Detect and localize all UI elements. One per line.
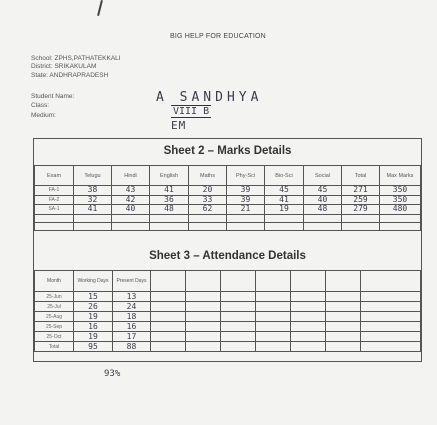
marks-cell: 40	[112, 205, 150, 215]
attendance-row	[35, 302, 421, 312]
marks-cell: 42	[112, 195, 150, 205]
marks-header: English	[150, 166, 189, 186]
marks-cell: 271	[342, 186, 380, 196]
page-title: BIG HELP FOR EDUCATION	[170, 33, 266, 40]
marks-header: Max Marks	[380, 166, 421, 186]
report-sheet	[33, 138, 422, 362]
medium-value: EM	[171, 119, 187, 132]
attendance-cell: 17	[113, 332, 151, 342]
marks-row	[35, 205, 421, 215]
medium-label: Medium:	[31, 112, 56, 119]
state-line: State: ANDHRAPRADESH	[31, 72, 109, 79]
attendance-cell: 19	[74, 332, 113, 342]
class-label: Class:	[31, 102, 50, 109]
attendance-cell: 18	[113, 312, 151, 322]
attendance-row	[35, 332, 421, 342]
marks-cell: 32	[74, 195, 112, 205]
district-line: District: SRIKAKULAM	[31, 63, 97, 70]
marks-cell: 39	[227, 195, 265, 205]
marks-cell: 43	[112, 186, 150, 196]
marks-cell: FA-2	[35, 195, 74, 205]
attendance-cell: 13	[113, 292, 151, 302]
marks-cell: 259	[342, 195, 380, 205]
attendance-header-row	[35, 271, 421, 292]
marks-header: Hindi	[112, 166, 150, 186]
class-value	[171, 106, 211, 117]
marks-cell: 38	[74, 186, 112, 196]
attendance-table	[34, 270, 421, 352]
attendance-cell: 24	[113, 302, 151, 312]
marks-cell: 21	[227, 205, 265, 215]
attendance-header: Working Days	[74, 271, 113, 292]
attendance-cell: 19	[74, 312, 113, 322]
marks-row	[35, 186, 421, 196]
marks-cell: 39	[227, 186, 265, 196]
marks-header: Social	[304, 166, 342, 186]
marks-cell: 45	[304, 186, 342, 196]
marks-section-title: Sheet 2 – Marks Details	[163, 145, 292, 157]
marks-cell: 62	[189, 205, 227, 215]
attendance-row	[35, 312, 421, 322]
attendance-header: Month	[35, 271, 74, 292]
marks-blank-row	[35, 214, 421, 222]
marks-blank-row	[35, 222, 421, 230]
student-name-value: A SANDHYA	[156, 90, 263, 105]
marks-header: Exam	[35, 166, 74, 186]
marks-cell: 33	[189, 195, 227, 205]
marks-header: Maths	[189, 166, 227, 186]
attendance-cell: 25-Sep	[35, 322, 74, 332]
marks-header: Phy-Sci	[227, 166, 265, 186]
marks-cell: 41	[265, 195, 304, 205]
attendance-cell: 88	[113, 342, 151, 352]
class-value-text: VIII B	[173, 106, 210, 117]
attendance-cell: 95	[74, 342, 113, 352]
marks-cell: 19	[265, 205, 304, 215]
marks-cell: 41	[74, 205, 112, 215]
marks-header-row	[35, 166, 421, 186]
marks-cell: 45	[265, 186, 304, 196]
marks-cell: 20	[189, 186, 227, 196]
attendance-cell: 16	[113, 322, 151, 332]
attendance-total-row	[35, 342, 421, 352]
marks-row	[35, 195, 421, 205]
marks-cell: SA-1	[35, 205, 74, 215]
marks-cell: 48	[150, 205, 189, 215]
marks-cell: 279	[342, 205, 380, 215]
school-line: School: ZPHS,PATHATEKKALI	[31, 55, 121, 62]
marks-cell: 350	[380, 186, 421, 196]
attendance-cell: 25-Jul	[35, 302, 74, 312]
marks-header: Telugu	[74, 166, 112, 186]
attendance-header: Present Days	[113, 271, 151, 292]
marks-cell: 40	[304, 195, 342, 205]
marks-cell: 41	[150, 186, 189, 196]
attendance-cell: Total	[35, 342, 74, 352]
marks-cell: 36	[150, 195, 189, 205]
pen-mark	[97, 0, 103, 16]
attendance-cell: 25-Aug	[35, 312, 74, 322]
marks-table	[34, 165, 421, 231]
attendance-row	[35, 322, 421, 332]
student-name-label: Student Name:	[31, 93, 75, 100]
attendance-cell: 25-Jun	[35, 292, 74, 302]
attendance-cell: 15	[74, 292, 113, 302]
attendance-cell: 16	[74, 322, 113, 332]
marks-cell: 480	[380, 205, 421, 215]
marks-header: Bio-Sci	[265, 166, 304, 186]
marks-cell: 48	[304, 205, 342, 215]
marks-cell: FA-1	[35, 186, 74, 196]
marks-cell: 350	[380, 195, 421, 205]
attendance-row	[35, 292, 421, 302]
attendance-percentage: 93%	[104, 369, 121, 379]
attendance-section-title: Sheet 3 – Attendance Details	[149, 250, 306, 262]
marks-header: Total	[342, 166, 380, 186]
attendance-cell: 25-Oct	[35, 332, 74, 342]
attendance-cell: 26	[74, 302, 113, 312]
